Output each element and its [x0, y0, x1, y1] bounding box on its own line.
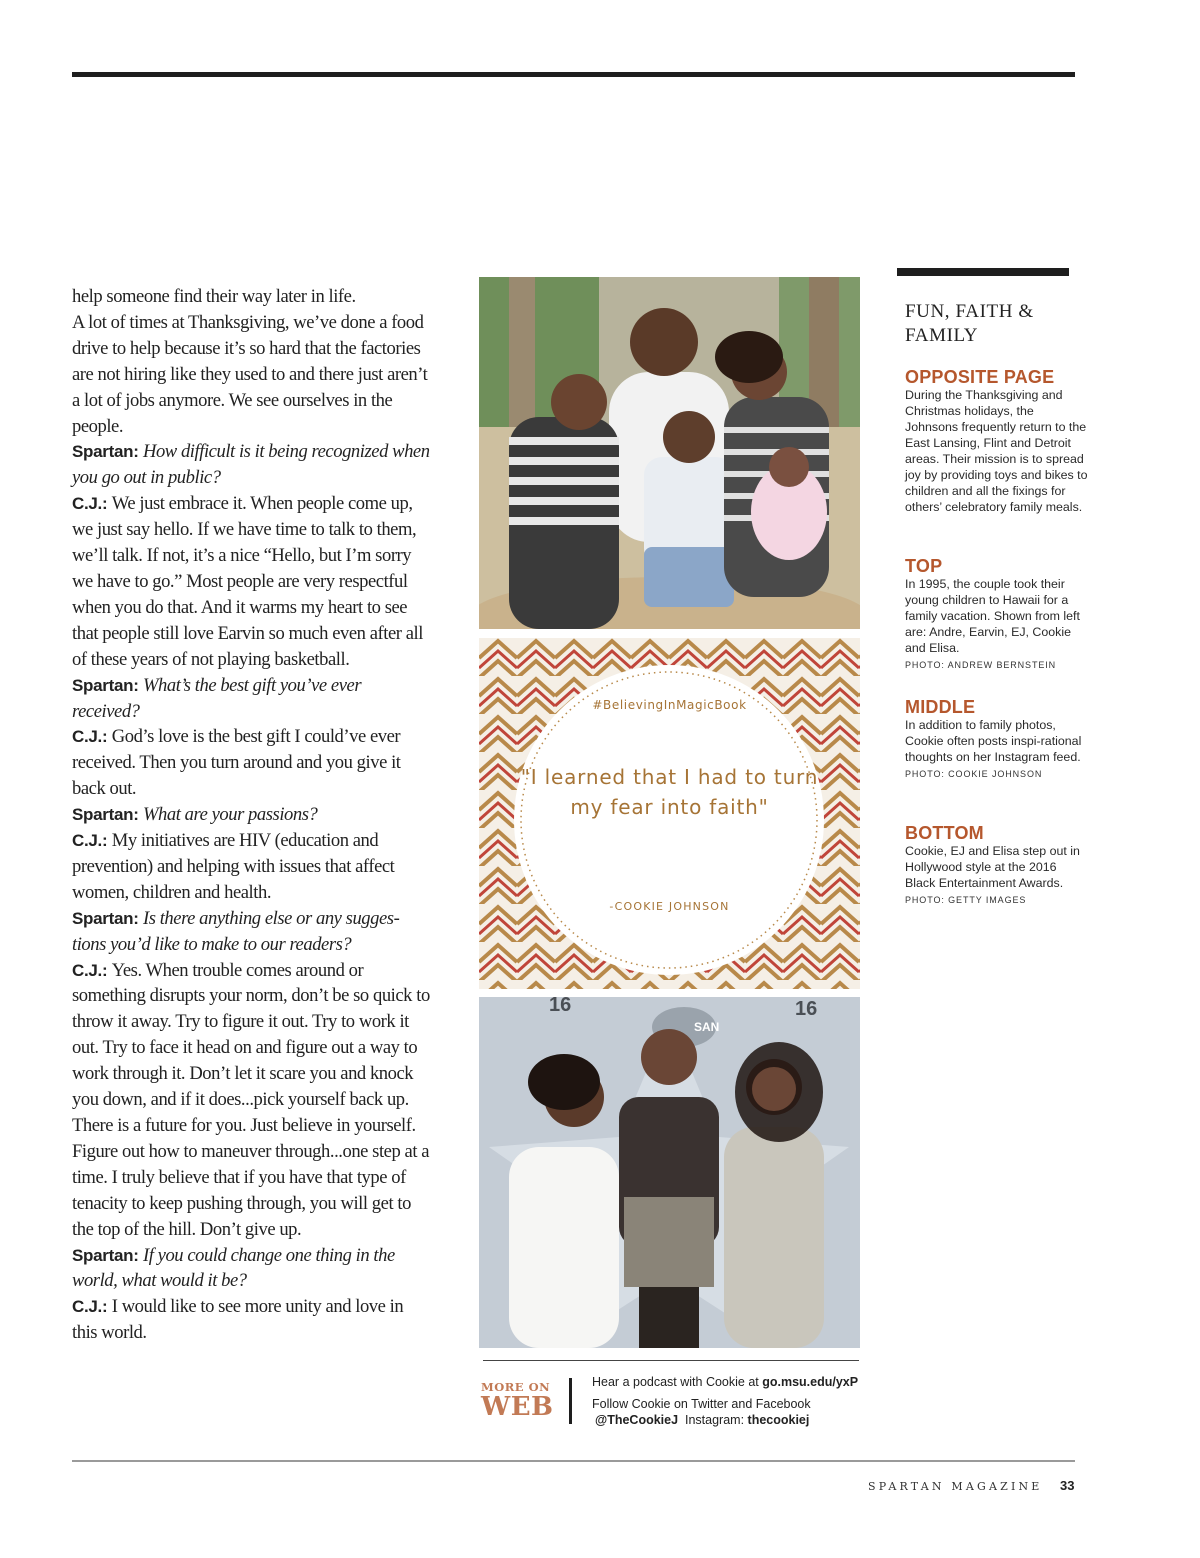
speaker-label: Spartan:: [72, 1245, 143, 1265]
quote-text: "I learned that I had to turn my fear into faith": [520, 765, 819, 819]
bottom-rule: [72, 1460, 1075, 1462]
family-hawaii-photo: [479, 277, 860, 629]
question-text: Is there anything else or any sugges-tions you’d like to make to our readers?: [72, 907, 400, 955]
article-paragraph: [72, 906, 432, 958]
magazine-name: SPARTAN MAGAZINE: [868, 1480, 1043, 1493]
article-paragraph: [72, 310, 432, 440]
twitter-handle[interactable]: @TheCookieJ: [595, 1413, 679, 1427]
answer-text: I would like to see more unity and love in this world.: [72, 1296, 404, 1344]
caption-heading: TOP: [905, 556, 943, 576]
bet-awards-photo: [479, 997, 860, 1348]
instagram-label: Instagram:: [685, 1413, 748, 1427]
question-text: If you could change one thing in the world, what would it be?: [72, 1244, 395, 1292]
caption-bottom: [905, 823, 1090, 907]
photo-credit: PHOTO: GETTY IMAGES: [905, 895, 1027, 905]
backdrop-16-left: 16: [549, 997, 572, 1016]
article-paragraph: [72, 439, 432, 491]
sponsor-logo-text: SAN: [694, 1020, 720, 1034]
podcast-link[interactable]: go.msu.edu/yxP: [762, 1375, 859, 1389]
speaker-label: C.J.:: [72, 494, 112, 514]
instagram-quote-graphic: [479, 638, 860, 989]
article-paragraph: [72, 802, 432, 828]
speaker-label: Spartan:: [72, 908, 143, 928]
interview-article: [72, 284, 432, 1346]
backdrop-16-right: 16: [795, 998, 818, 1020]
top-rule: [72, 72, 1075, 77]
sidebar-rule: [897, 268, 1069, 276]
caption-middle: [905, 697, 1090, 781]
photo-credit: PHOTO: ANDREW BERNSTEIN: [905, 660, 1057, 670]
web-word: WEB: [481, 1392, 554, 1422]
page-number: 33: [1060, 1478, 1075, 1493]
speaker-label: C.J.:: [72, 831, 112, 851]
podcast-text: Hear a podcast with Cookie at: [592, 1375, 763, 1389]
answer-text: We just embrace it. When people come up, we just say hello. If we have time to talk to them, we’ll talk. If not, it’s a nice “Hello, but I’m sorry we have to go.” Most people are very respectful when you do that. And it warms my heart to see that people still love Earvin so much even after all of these years of not playing basketball.: [72, 493, 423, 670]
sidebar-title: FUN, FAITH & FAMILY: [905, 301, 1034, 346]
answer-text: A lot of times at Thanksgiving, we’ve done a food drive to help because it’s so hard that the factories are not hiring like they used to and there just aren’t a lot of jobs anymore. We see ourselves in the people.: [72, 311, 428, 437]
more-on-kicker: MORE ON: [481, 1380, 551, 1394]
answer-text: My initiatives are HIV (education and prevention) and helping with issues that affect women, children and health.: [72, 830, 395, 903]
article-paragraph: [72, 958, 432, 1243]
answer-text: Yes. When trouble comes around or something disrupts your norm, don’t be so quick to throw it away. Try to figure it out. Try to work it out. Try to face it head on and figure out a way to work through it. Don’t let it scare you and knock you down, and if it does...pick yourself back up. There is a future for you. Just believe in yourself. Figure out how to maneuver through...one step at a time. I truly believe that if you have that type of tenacity to keep pushing through, you will get to the top of the hill. Don’t give up.: [72, 959, 430, 1240]
more-on-web-divider: [569, 1378, 572, 1424]
article-paragraph: [72, 1243, 432, 1295]
speaker-label: C.J.:: [72, 727, 112, 747]
question-text: What are your passions?: [142, 804, 318, 826]
instagram-handle[interactable]: thecookiej: [747, 1413, 810, 1427]
caption-text: During the Thanksgiving and Christmas holidays, the Johnsons frequently return to the East Lansing, Flint and Detroit areas. Their mission is to spread joy by providing toys and bikes to children and all the fixings for others’ celebratory family meals.: [905, 388, 1088, 514]
speaker-label: Spartan:: [72, 442, 143, 462]
article-paragraph: [72, 491, 432, 672]
quote-author: -COOKIE JOHNSON: [609, 900, 730, 913]
article-paragraph: [72, 673, 432, 725]
bet-awards-illustration: [479, 997, 860, 1348]
podcast-line: [592, 1374, 858, 1390]
family-photo-illustration: [479, 277, 860, 629]
caption-text: Cookie, EJ and Elisa step out in Hollywood style at the 2016 Black Entertainment Awards.: [905, 844, 1080, 890]
question-text: What’s the best gift you’ve ever received?: [72, 674, 362, 722]
more-on-web-rule: [483, 1360, 859, 1361]
speaker-label: C.J.:: [72, 1297, 112, 1317]
social-handles-line: [595, 1412, 809, 1428]
caption-text: In 1995, the couple took their young children to Hawaii for a family vacation. Shown from left are: Andre, Earvin, EJ, Cookie and Elisa.: [905, 577, 1080, 655]
caption-heading: BOTTOM: [905, 823, 984, 843]
caption-heading: OPPOSITE PAGE: [905, 367, 1055, 387]
follow-line: Follow Cookie on Twitter and Facebook: [592, 1397, 811, 1411]
article-paragraph: [72, 724, 432, 802]
speaker-label: Spartan:: [72, 805, 143, 825]
article-paragraph: [72, 284, 432, 310]
caption-top: [905, 556, 1090, 672]
caption-text: In addition to family photos, Cookie often posts inspi-rational thoughts on her Instagram feed.: [905, 718, 1082, 764]
speaker-label: C.J.:: [72, 960, 112, 980]
article-paragraph: [72, 828, 432, 906]
question-text: How difficult is it being recognized when you go out in public?: [72, 441, 430, 489]
answer-text: God’s love is the best gift I could’ve ever received. Then you turn around and you give it back out.: [72, 726, 401, 800]
photo-credit: PHOTO: COOKIE JOHNSON: [905, 769, 1043, 779]
caption-heading: MIDDLE: [905, 697, 976, 717]
article-paragraph: [72, 1294, 432, 1346]
answer-text: help someone find their way later in life.: [72, 286, 356, 307]
quote-hashtag: #BelievingInMagicBook: [592, 698, 747, 712]
speaker-label: Spartan:: [72, 675, 143, 695]
caption-opposite-page: [905, 367, 1090, 515]
